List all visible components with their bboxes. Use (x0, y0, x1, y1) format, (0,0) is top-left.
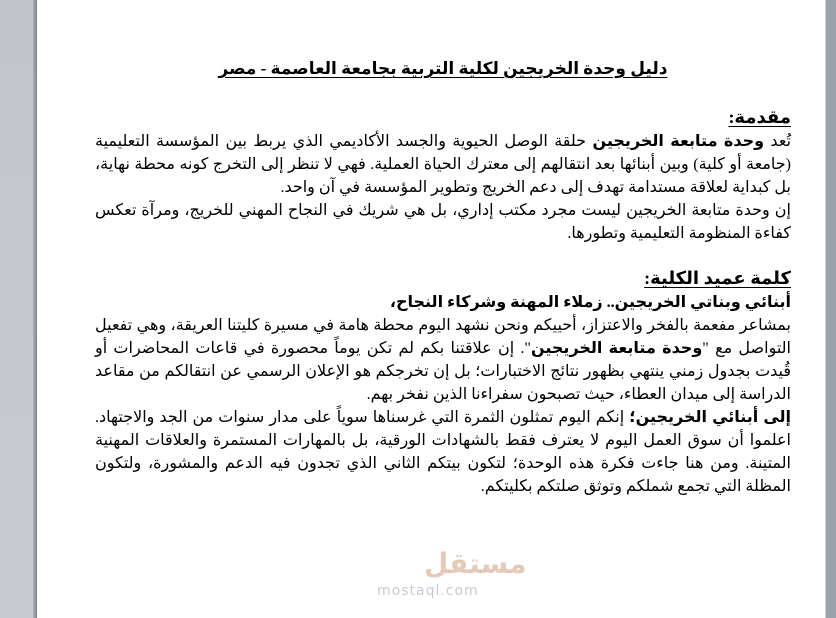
watermark-mostaql-arabic: مستقل (424, 547, 527, 580)
dean-paragraph-1 (95, 314, 791, 406)
page-edge-shadow (33, 0, 37, 618)
dean-word-heading: كلمة عميد الكلية: (644, 268, 791, 288)
paragraph-bold-text: وحدة متابعة الخريجين (530, 340, 703, 357)
watermark-mostaql-url: mostaql.com (377, 583, 479, 599)
paragraph-text: إنكم اليوم تمثلون الثمرة التي غرسناها سوياً على مدار سنوات من الجد والاجتهاد. اعلموا أن سوق العمل اليوم لا يعترف فقط بالشهادات الورقية، بل بالمهارات المستمرة والعلاقات المهنية المتينة. ومن هنا جاءت فكرة هذه الوحدة؛ لتكون بيتكم الثاني الذي تجدون فيه الدعم والمشورة، ولتكون المظلة التي تجمع شملكم وتوثق صلتكم بكليتكم. (95, 409, 792, 495)
salutation-line: أبنائي وبناتي الخريجين.. زملاء المهنة وشركاء النجاح، (389, 294, 791, 311)
paragraph-text: بمشاعر مفعمة بالفخر والاعتزاز، أحييكم ونحن نشهد اليوم محطة هامة في مسيرة كليتنا العريقة، وهي تفعيل التواصل مع " (95, 317, 791, 357)
paragraph-text: حلقة الوصل الحيوية والجسد الأكاديمي الذي يربط بين المؤسسة التعليمية (جامعة أو كلية) وبين أبنائها بعد انتقالهم إلى معترك الحياة العملية. فهي لا تنظر إلى التخرج كونه محطة نهاية، بل كبداية لعلاقة مستدامة تهدف إلى دعم الخريج وتطوير المؤسسة في آن واحد. (95, 133, 791, 196)
intro-paragraph-2: إن وحدة متابعة الخريجين ليست مجرد مكتب إداري، بل هي شريك في النجاح المهني للخريج، ومرآة تعكس كفاءة المنظومة التعليمية وتطورها. (95, 202, 791, 242)
paragraph-text: ". إن علاقتنا بكم لم تكن يوماً محصورة في قاعات المحاضرات أو قُيدت بجدول زمني ينتهي بظهور نتائج الاختبارات؛ بل إن تخرجكم هو الإعلان الرسمي عن انتقالكم من مقاعد الدراسة إلى ميدان العطاء، حيث تصبحون سفراءنا الذين نفخر بهم. (95, 340, 791, 403)
dean-paragraph-2 (95, 406, 791, 498)
paragraph-text: تُعد (764, 133, 792, 150)
paragraph-bold-text: وحدة متابعة الخريجين (592, 133, 765, 150)
intro-heading: مقدمة: (728, 107, 791, 127)
document-title: دليل وحدة الخريجين لكلية التربية بجامعة العاصمة - مصر (218, 59, 668, 78)
paragraph-bold-text: إلى أبنائي الخريجين؛ (629, 409, 791, 426)
document-page[interactable] (95, 0, 791, 498)
app-background-left (0, 0, 33, 618)
intro-paragraph-1 (95, 130, 791, 199)
window-edge-right (825, 0, 836, 618)
